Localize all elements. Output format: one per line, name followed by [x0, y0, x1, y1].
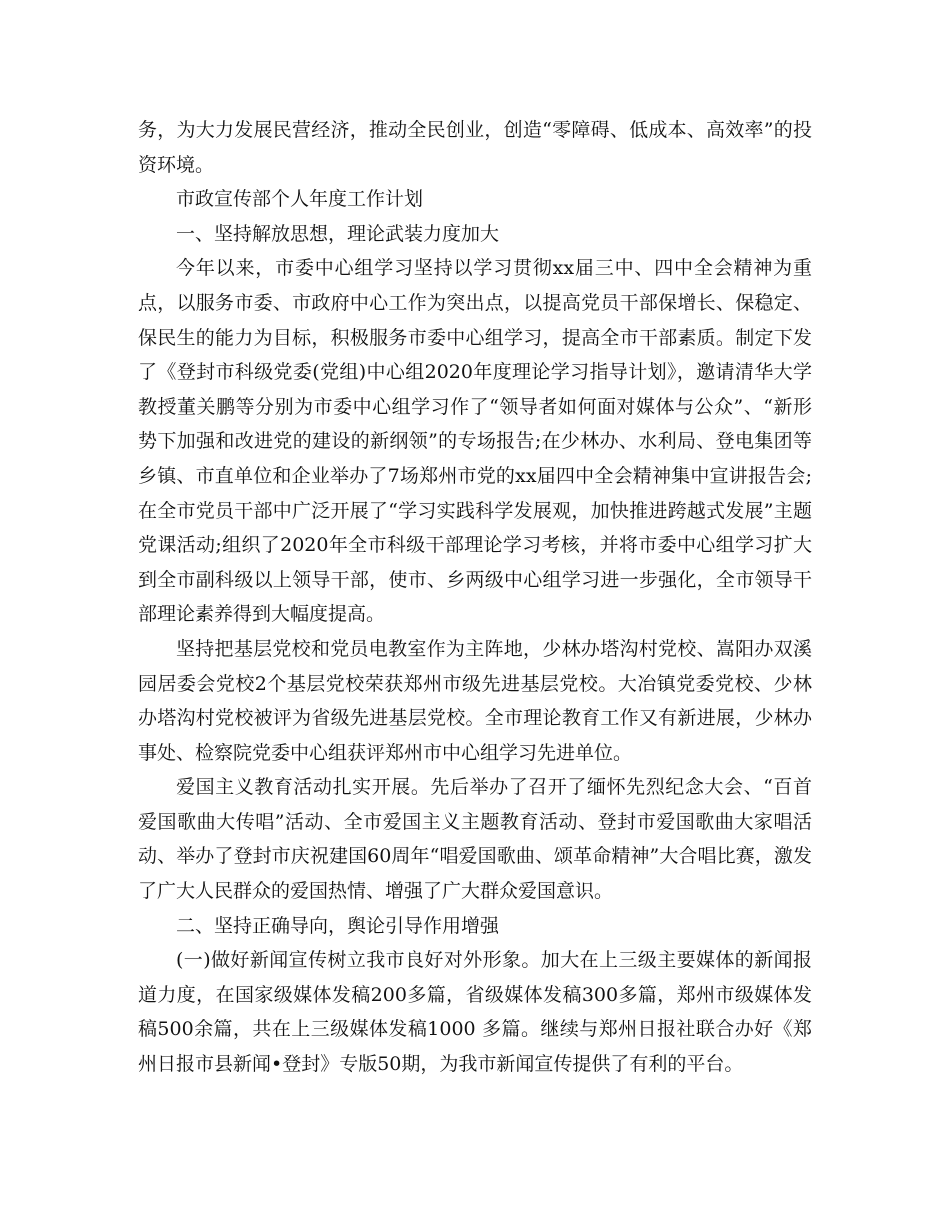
paragraph-theory-study: 今年以来，市委中心组学习坚持以学习贯彻xx届三中、四中全会精神为重点，以服务市委、市政府中心工作为突出点，以提高党员干部保增长、保稳定、保民生的能力为目标，积极服务市委中心组学习，提高全市干部素质。制定下发了《登封市科级党委(党组)中心组2020年度理论学习指导计划》，邀请清华大学教授董关鹏等分别为市委中心组学习作了“领导者如何面对媒体与公众”、“新形势下加强和改进党的建设的新纲领”的专场报告;在少林办、水利局、登电集团等乡镇、市直单位和企业举办了7场郑州市党的xx届四中全会精神集中宣讲报告会;在全市党员干部中广泛开展了“学习实践科学发展观，加快推进跨越式发展”主题党课活动;组织了2020年全市科级干部理论学习考核，并将市委中心组学习扩大到全市副科级以上领导干部，使市、乡两级中心组学习进一步强化，全市领导干部理论素养得到大幅度提高。: [138, 257, 812, 626]
section-heading-1: 一、坚持解放思想，理论武装力度加大: [176, 222, 500, 245]
section-heading-2: 二、坚持正确导向，舆论引导作用增强: [176, 914, 500, 937]
paragraph-party-schools: 坚持把基层党校和党员电教室作为主阵地，少林办塔沟村党校、嵩阳办双溪园居委会党校2个基层党校荣获郑州市级先进基层党校。大冶镇党委党校、少林办塔沟村党校被评为省级先进基层党校。全市理论教育工作又有新进展，少林办事处、检察院党委中心组获评郑州市中心组学习先进单位。: [138, 637, 812, 764]
paragraph-continuation: 务，为大力发展民营经济，推动全民创业，创造“零障碍、低成本、高效率”的投资环境。: [138, 119, 812, 176]
document-title: 市政宣传部个人年度工作计划: [176, 188, 424, 211]
paragraph-patriotic-education: 爱国主义教育活动扎实开展。先后举办了召开了缅怀先烈纪念大会、“百首爱国歌曲大传唱”活动、全市爱国主义主题教育活动、登封市爱国歌曲大家唱活动、举办了登封市庆祝建国60周年“唱爱国歌曲、颂革命精神”大合唱比赛，激发了广大人民群众的爱国热情、增强了广大群众爱国意识。: [138, 776, 812, 903]
paragraph-news-publicity: (一)做好新闻宣传树立我市良好对外形象。加大在上三级主要媒体的新闻报道力度，在国家级媒体发稿200多篇，省级媒体发稿300多篇，郑州市级媒体发稿500余篇，共在上三级媒体发稿1000 多篇。继续与郑州日报社联合办好《郑州日报市县新闻•登封》专版50期，为我市新闻宣传提供了有利的平台。: [138, 949, 812, 1076]
